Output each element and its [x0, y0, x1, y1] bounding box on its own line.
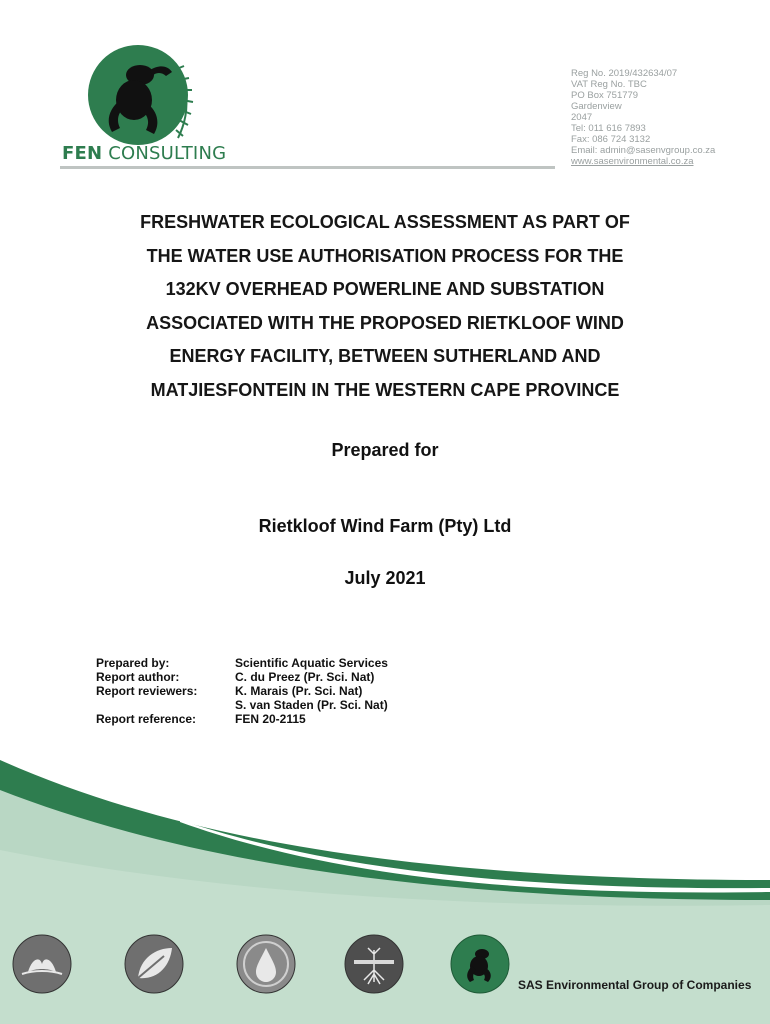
- contact-details: [571, 68, 761, 167]
- author-value: C. du Preez (Pr. Sci. Nat): [235, 670, 375, 684]
- logo-wordmark: [62, 143, 226, 164]
- suburb: Gardenview: [571, 101, 622, 112]
- lotus-badge-icon: [12, 934, 72, 994]
- title-line: 132KV OVERHEAD POWERLINE AND SUBSTATION: [165, 279, 605, 299]
- logo-wordmark-light: CONSULTING: [108, 143, 227, 164]
- detail-row: [96, 712, 388, 726]
- title-line: THE WATER USE AUTHORISATION PROCESS FOR THE: [146, 245, 624, 266]
- report-date: July 2021: [344, 568, 426, 588]
- detail-row: [96, 698, 388, 712]
- header-divider: [60, 166, 555, 169]
- reviewers-label: Report reviewers:: [96, 684, 198, 698]
- title-line: ASSOCIATED WITH THE PROPOSED RIETKLOOF WIND: [146, 312, 624, 333]
- telephone: Tel: 011 616 7893: [571, 123, 646, 134]
- reg-number: Reg No. 2019/432634/07: [571, 68, 678, 79]
- roots-badge-icon: [344, 934, 404, 994]
- prepared-by-label: Prepared by:: [96, 656, 170, 670]
- report-details: [96, 656, 388, 726]
- prepared-by-value: Scientific Aquatic Services: [235, 656, 388, 670]
- group-name: SAS Environmental Group of Companies: [518, 978, 752, 992]
- fax: Fax: 086 724 3132: [571, 134, 651, 145]
- postal-code: 2047: [571, 112, 593, 123]
- title-line: MATJIESFONTEIN IN THE WESTERN CAPE PROVINCE: [150, 379, 620, 400]
- po-box: PO Box 751779: [571, 90, 639, 101]
- detail-row: [96, 670, 388, 684]
- report-title: [85, 206, 685, 407]
- reviewer-value: S. van Staden (Pr. Sci. Nat): [235, 698, 388, 712]
- reviewer-value: K. Marais (Pr. Sci. Nat): [235, 684, 363, 698]
- website-link[interactable]: www.sasenvironmental.co.za: [571, 156, 694, 167]
- email[interactable]: Email: admin@sasenvgroup.co.za: [571, 145, 716, 156]
- detail-row: [96, 656, 388, 670]
- logo-wordmark-bold: FEN: [62, 143, 103, 164]
- water-drop-badge-icon: [236, 934, 296, 994]
- vat-reg-number: VAT Reg No. TBC: [571, 79, 647, 90]
- reference-value: FEN 20-2115: [235, 712, 306, 726]
- client-name: Rietkloof Wind Farm (Pty) Ltd: [258, 516, 512, 536]
- title-line: FRESHWATER ECOLOGICAL ASSESSMENT AS PART OF: [140, 212, 630, 232]
- fen-frog-badge-icon: [450, 934, 510, 994]
- reference-label: Report reference:: [96, 712, 197, 726]
- blank-label: [96, 698, 235, 712]
- prepared-for-label: Prepared for: [331, 440, 439, 460]
- author-label: Report author:: [96, 670, 180, 684]
- leaf-badge-icon: [124, 934, 184, 994]
- detail-row: [96, 684, 388, 698]
- title-line: ENERGY FACILITY, BETWEEN SUTHERLAND AND: [169, 346, 601, 366]
